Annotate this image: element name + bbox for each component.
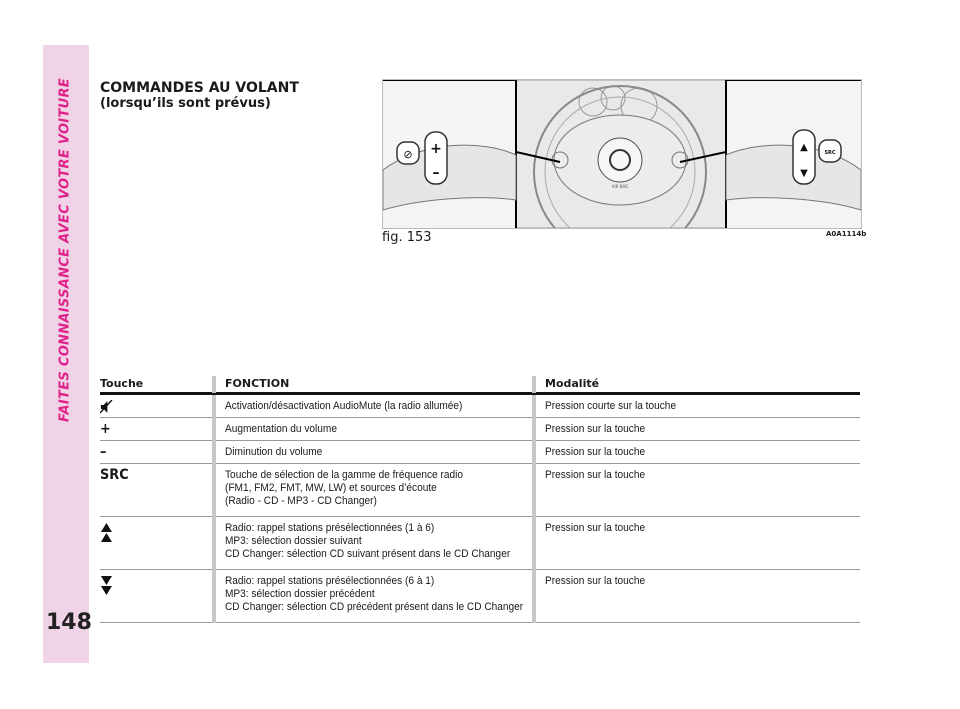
mute-key [100, 400, 201, 417]
double-down-arrow-icon [100, 575, 201, 600]
mute-speaker-icon [100, 400, 113, 414]
minus-glyph: – [432, 165, 440, 181]
double-up-arrow-icon [100, 522, 201, 547]
chapter-title [50, 80, 80, 420]
table-row [100, 441, 860, 464]
table-row [100, 418, 860, 441]
minus-icon: – [100, 444, 107, 460]
table-row [100, 395, 860, 418]
page-number: 148 [46, 610, 92, 635]
function-cell: Diminution du volume [225, 446, 323, 458]
chapter-title-text: FAITES CONNAISSANCE AVEC VOTRE VOITURE [57, 78, 73, 422]
function-cell: Radio: rappel stations présélectionnées (1 à 6) MP3: sélection dossier suivant CD Changer: sélection CD suivant présent dans le CD Changer [225, 522, 511, 560]
steering-wheel-illustration [383, 80, 861, 228]
figure-caption: fig. 153 [382, 230, 432, 245]
section-title: COMMANDES AU VOLANT [100, 80, 299, 96]
table-header [100, 376, 860, 395]
src-button-label: SRC [824, 150, 836, 156]
function-cell: Augmentation du volume [225, 423, 337, 435]
table-row [100, 464, 860, 517]
src-key: SRC [100, 467, 129, 483]
section-heading [100, 80, 299, 112]
hub-center [598, 138, 642, 182]
header-key: Touche [100, 377, 144, 390]
header-function: FONCTION [225, 377, 290, 390]
column-separator [532, 376, 536, 393]
table-row [100, 570, 860, 623]
table-row [100, 517, 860, 570]
mute-glyph: ⊘ [403, 148, 413, 161]
airbag-label: AIR BAG [611, 184, 629, 189]
mode-cell: Pression sur la touche [545, 423, 646, 435]
function-cell: Touche de sélection de la gamme de fréquence radio (FM1, FM2, FMT, MW, LW) et sources d’écoute (Radio - CD - MP3 - CD Changer) [225, 469, 463, 507]
mode-cell: Pression sur la touche [545, 446, 646, 458]
figure-code: A0A1114b [826, 230, 867, 238]
mode-cell: Pression sur la touche [545, 575, 646, 587]
up-arrows-glyph: ▲ [800, 142, 808, 153]
mode-cell: Pression courte sur la touche [545, 400, 677, 412]
function-cell: Radio: rappel stations présélectionnées (6 à 1) MP3: sélection dossier précédent CD Changer: sélection CD précédent présent dans le CD Changer [225, 575, 524, 613]
header-mode: Modalité [545, 377, 600, 390]
section-subtitle: (lorsqu’ils sont prévus) [100, 96, 271, 111]
column-separator [212, 376, 216, 393]
mode-cell: Pression sur la touche [545, 469, 646, 481]
steering-wheel-figure [382, 79, 862, 229]
mode-cell: Pression sur la touche [545, 522, 646, 534]
down-arrows-glyph: ▼ [800, 168, 808, 179]
plus-icon: + [100, 421, 111, 437]
controls-table [100, 376, 860, 623]
plus-glyph: + [430, 141, 442, 157]
function-cell: Activation/désactivation AudioMute (la radio allumée) [225, 400, 463, 412]
